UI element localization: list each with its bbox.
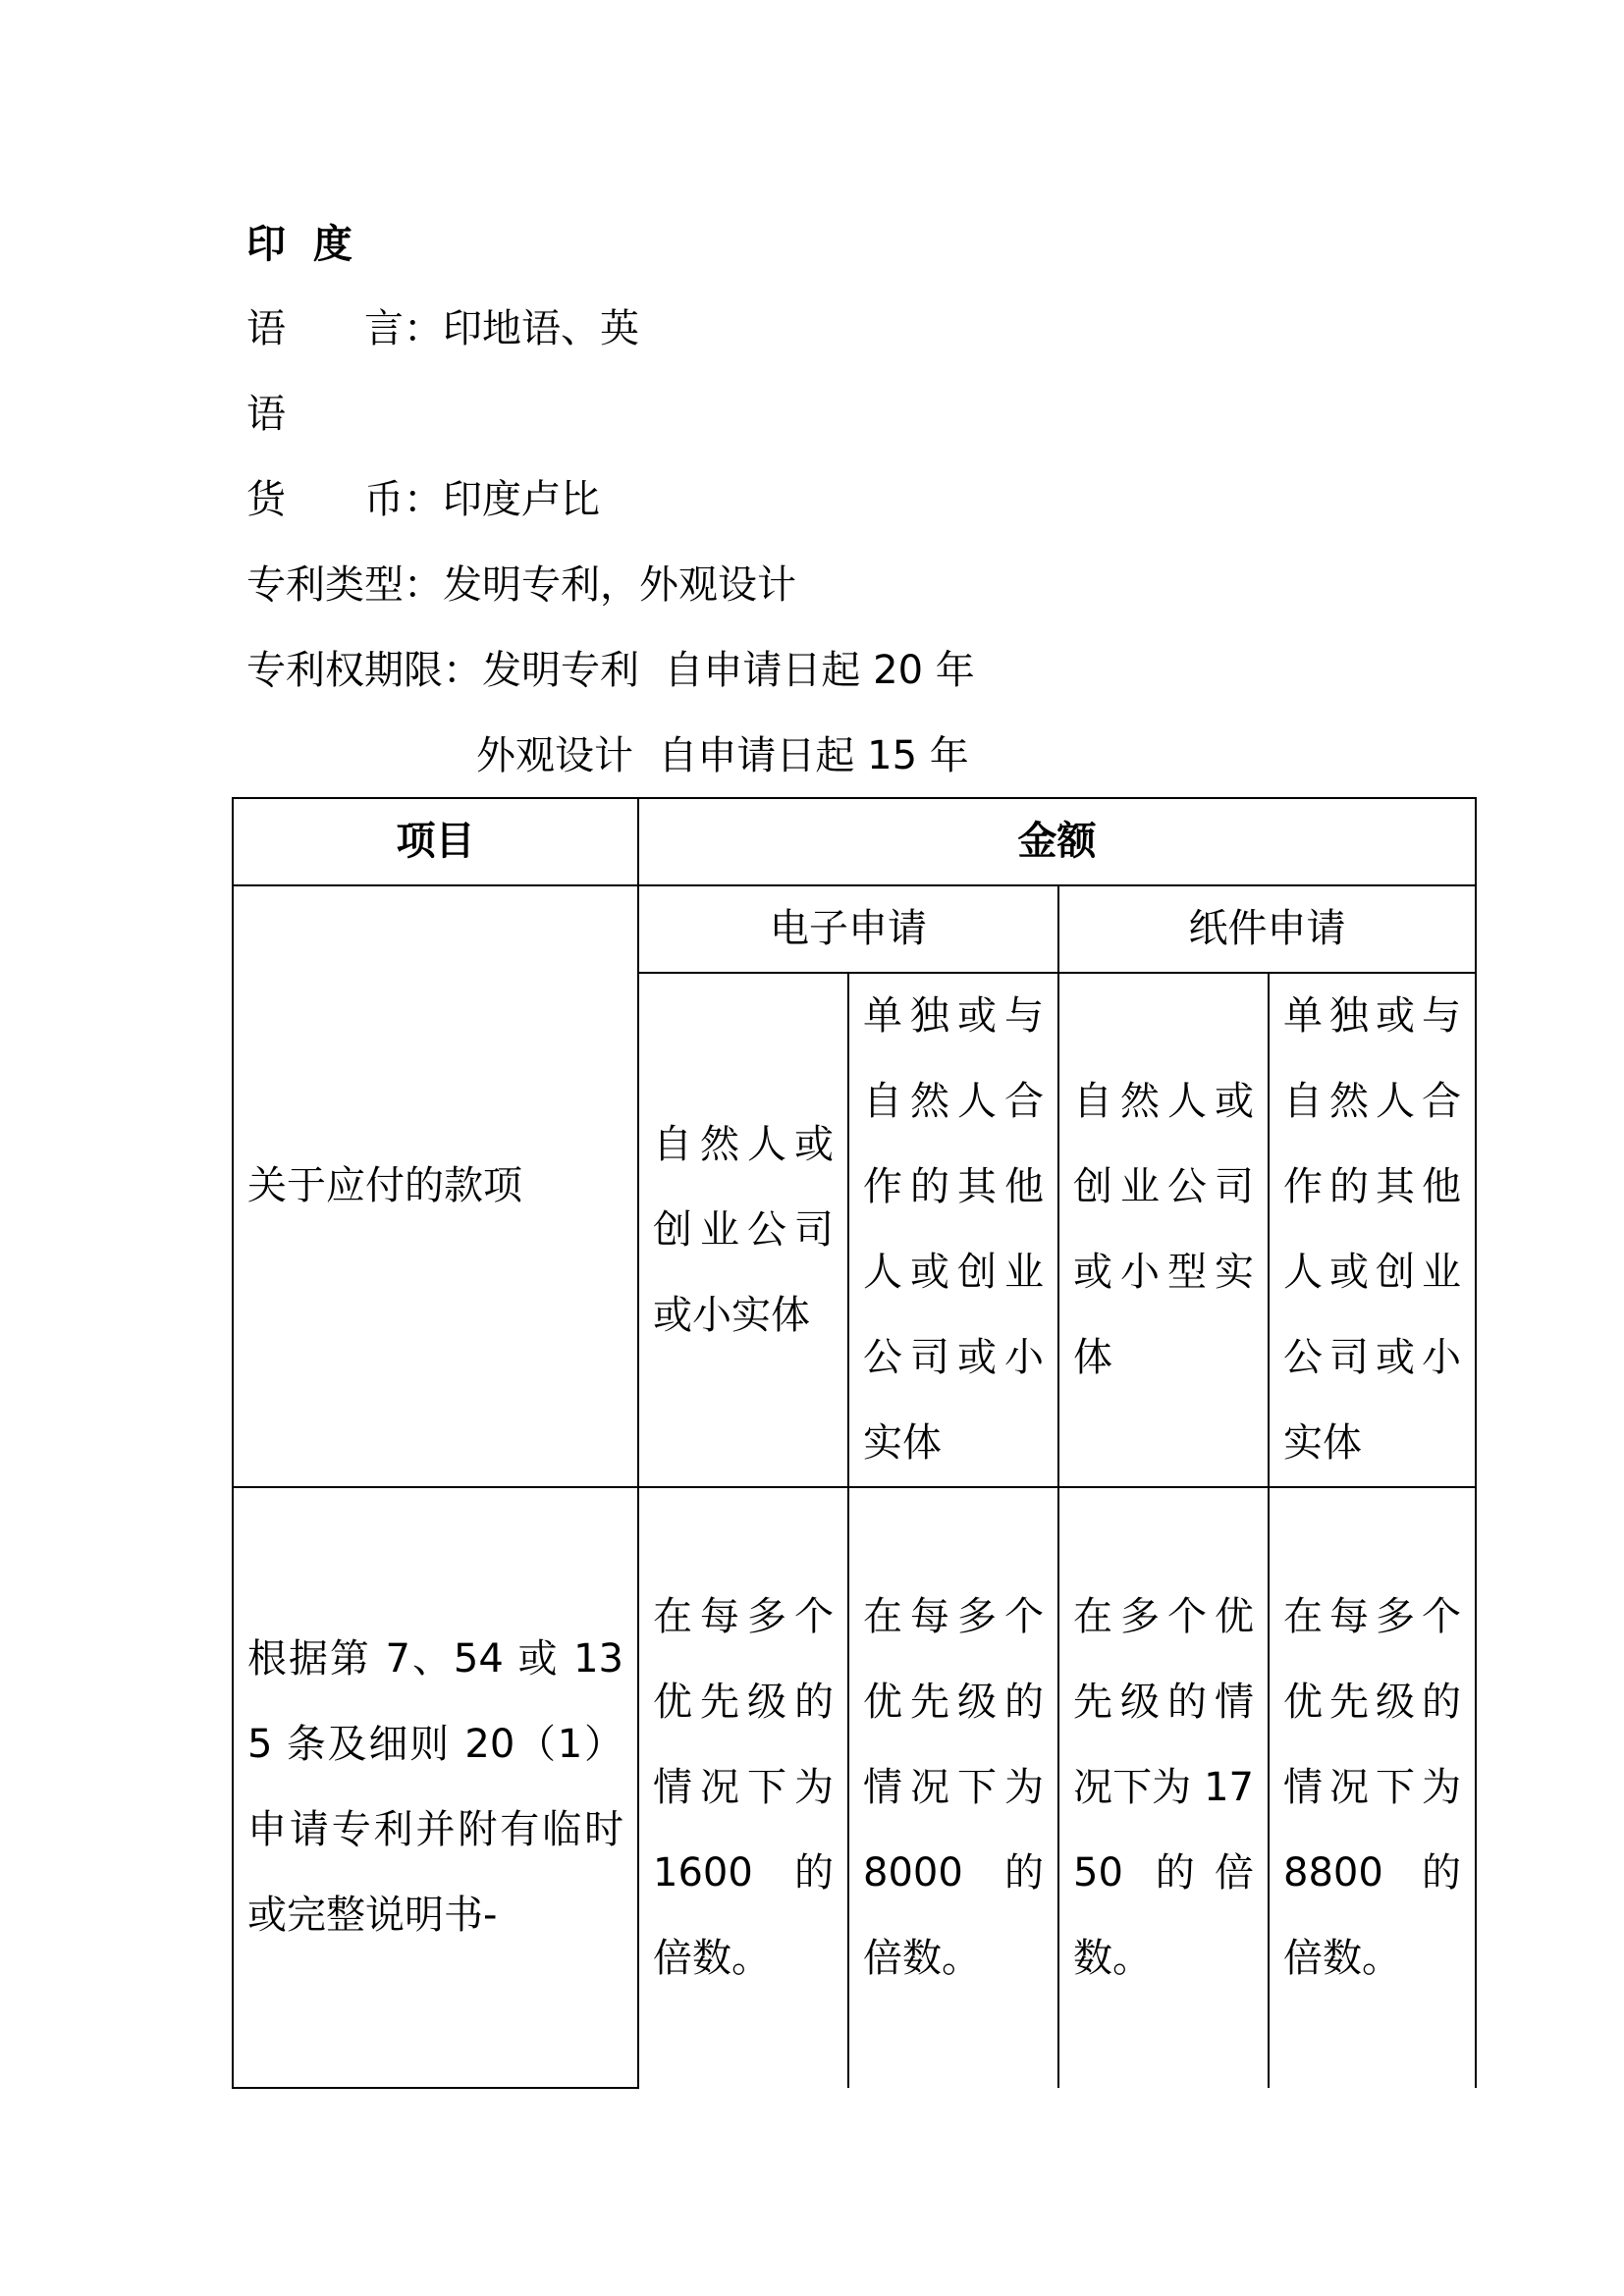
fee-table bbox=[232, 797, 1477, 2089]
patent-types-label: 专利类型： bbox=[246, 562, 443, 608]
channel-electronic: 电子申请 bbox=[638, 885, 1058, 973]
fee-value-cell: 在每多个优先级的情况下为 8000 的倍数。 bbox=[848, 1487, 1058, 2088]
page-title: 印 度 bbox=[246, 222, 352, 267]
payable-item-label: 关于应付的款项 bbox=[233, 885, 638, 1487]
fee-item-cell: 根据第 7、54 或 135 条及细则 20（1）申请专利并附有临时或完整说明书- bbox=[233, 1487, 638, 2088]
patent-types-line bbox=[246, 562, 796, 608]
language-wrap: 语 bbox=[246, 392, 286, 437]
currency-value: 印度卢比 bbox=[443, 477, 600, 522]
language-line bbox=[246, 306, 639, 351]
term-label: 专利权期限： bbox=[246, 648, 482, 693]
currency-label: 货 币： bbox=[246, 477, 443, 522]
applicant-type-cell: 单独或与自然人合作的其他人或创业公司或小实体 bbox=[1269, 973, 1476, 1487]
applicant-type-cell: 自然人或创业公司或小实体 bbox=[638, 973, 848, 1487]
term-invention: 发明专利 自申请日起 20 年 bbox=[482, 648, 975, 693]
fee-value-cell: 在每多个优先级的情况下为 1600 的倍数。 bbox=[638, 1487, 848, 2088]
fee-value-cell: 在每多个优先级的情况下为 8800 的倍数。 bbox=[1269, 1487, 1476, 2088]
header-item: 项目 bbox=[233, 798, 638, 885]
fee-value-cell: 在多个优先级的情况下为 1750 的倍数。 bbox=[1058, 1487, 1269, 2088]
language-label: 语 言： bbox=[246, 306, 443, 351]
term-design: 外观设计 自申请日起 15 年 bbox=[476, 733, 969, 778]
channel-paper: 纸件申请 bbox=[1058, 885, 1476, 973]
patent-types-value: 发明专利，外观设计 bbox=[443, 562, 796, 608]
header-amount: 金额 bbox=[638, 798, 1476, 885]
fee-row bbox=[233, 1487, 1476, 2088]
currency-line bbox=[246, 477, 600, 522]
applicant-type-cell: 单独或与自然人合作的其他人或创业公司或小实体 bbox=[848, 973, 1058, 1487]
header-row bbox=[233, 798, 1476, 885]
applicant-type-cell: 自然人或创业公司或小型实体 bbox=[1058, 973, 1269, 1487]
term-line bbox=[246, 648, 975, 693]
channel-row bbox=[233, 885, 1476, 973]
language-value: 印地语、英 bbox=[443, 306, 639, 351]
